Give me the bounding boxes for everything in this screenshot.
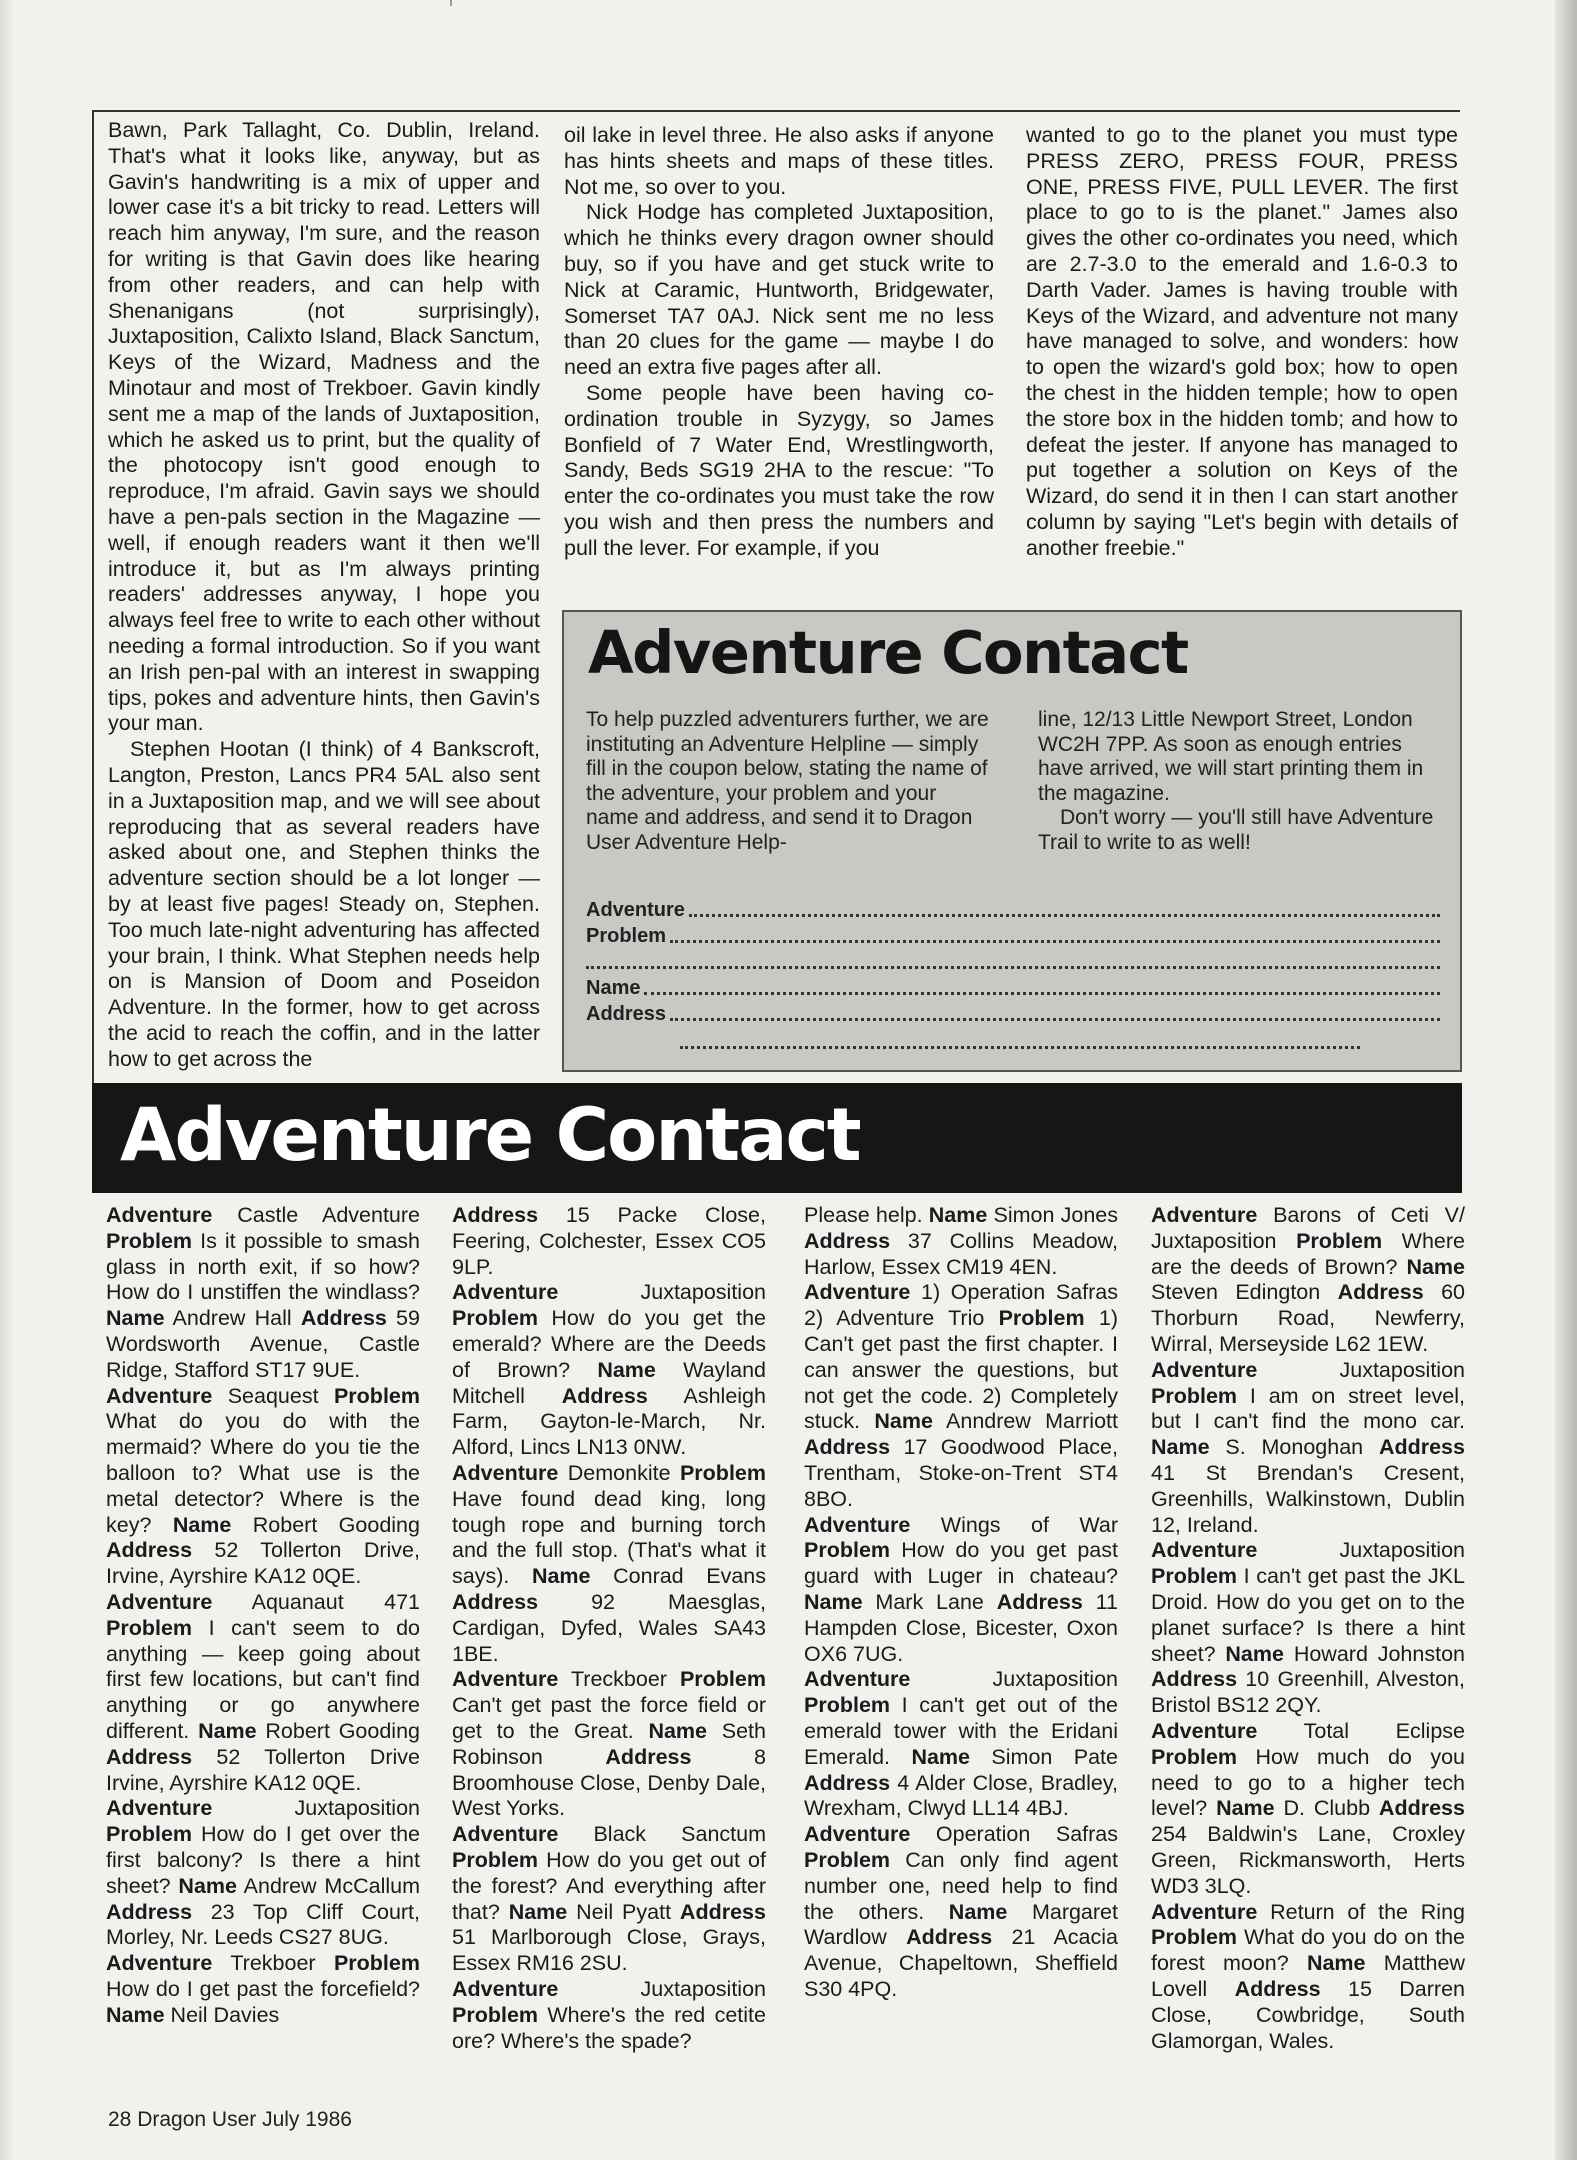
- entry-field-label: Name: [178, 1873, 237, 1898]
- entry-field-label: Address: [106, 1744, 193, 1769]
- entry-field-label: Address: [1234, 1976, 1321, 2001]
- entry-field-value: Juxtaposition: [1339, 1538, 1465, 1563]
- entry-field-value: Can only find agent number one, need help to find the others.: [804, 1847, 1118, 1924]
- entry-field-value: Is it possible to smash glass in north exit, if so how? How do I unstiffen the windlass?: [106, 1228, 420, 1305]
- contact-entry: [1151, 1900, 1465, 2055]
- entry-field-label: Adventure: [1151, 1538, 1258, 1563]
- entry-field-value: Juxtaposition: [640, 1280, 766, 1305]
- entry-field-label: Address: [106, 1538, 193, 1563]
- entry-field-value: 52 Tollerton Drive, Irvine, Ayrshire KA12 0QE.: [106, 1538, 420, 1589]
- entry-field-value: 10 Greenhill, Alveston, Bristol BS12 2QY.: [1151, 1667, 1465, 1718]
- entry-field-label: Problem: [333, 1951, 420, 1976]
- article-paragraph: wanted to go to the planet you must type PRESS ZERO, PRESS FOUR, PRESS ONE, PRESS FIVE, PULL LEVER. The first place to go to is the planet." James also gives the other co-ordinates you need, which are 2.7-3.0 to the emerald and 1.6-0.3 to Darth Vader. James is having trouble with Keys of the Wizard, and adventure not many have managed to solve, and wonders: how to open the wizard's gold box; how to open the chest in the hidden temple; how to open the store box in the hidden tomb; and how to defeat the jester. If anyone has managed to put together a solution on Keys of the Wizard, do send it in then I can start another column by saying "Let's begin with details of another freebie.": [1026, 123, 1458, 560]
- entry-field-label: Address: [300, 1306, 387, 1331]
- entry-field-label: Address: [1151, 1667, 1238, 1692]
- entry-field-value: S. Monoghan: [1225, 1435, 1364, 1460]
- entry-field-value: Can't get past the force field or get to the Great.: [452, 1693, 766, 1743]
- contact-column-3: [804, 1203, 1118, 2003]
- entry-field-value: 37 Collins Meadow, Harlow, Essex CM19 4EN.: [804, 1228, 1118, 1279]
- entry-field-label: Problem: [333, 1383, 420, 1408]
- entry-field-label: Problem: [1151, 1744, 1238, 1769]
- entry-field-value: Robert Gooding: [252, 1512, 420, 1537]
- entry-field-value: Please help.: [804, 1203, 923, 1227]
- entry-field-label: Name: [1306, 1951, 1366, 1976]
- coupon-paragraph: To help puzzled adventurers further, we are instituting an Adventure Helpline — simply fill in the coupon below, stating the name of the adventure, your problem and your name and address, and send it to Dragon User Adventure Help-: [586, 708, 989, 854]
- entry-field-value: Juxtaposition: [992, 1667, 1118, 1692]
- entry-field-value: How do you get out of the forest? And everything after that?: [452, 1847, 766, 1924]
- entry-field-value: What do you do with the mermaid? Where do you tie the balloon to? What use is the metal detector? Where is the key?: [106, 1409, 420, 1537]
- contact-entry: [1151, 1719, 1465, 1900]
- contact-entry: [1151, 1538, 1465, 1719]
- entry-field-label: Address: [452, 1589, 539, 1614]
- address-field[interactable]: [586, 1002, 1440, 1026]
- contact-entry: [452, 1280, 766, 1461]
- entry-field-value: 51 Marlborough Close, Grays, Essex RM16 2SU.: [452, 1925, 766, 1976]
- contact-entry: [804, 1513, 1118, 1668]
- entry-field-label: Address: [906, 1925, 993, 1950]
- entry-field-value: Castle Adventure: [237, 1203, 420, 1227]
- entry-field-value: 41 St Brendan's Cresent, Greenhills, Walkinstown, Dublin 12, Ireland.: [1151, 1460, 1465, 1537]
- entry-field-label: Name: [106, 1306, 165, 1331]
- page-edge-right: [1555, 0, 1577, 2160]
- entry-field-value: Wings of War: [940, 1512, 1118, 1537]
- entry-field-label: Name: [106, 2002, 165, 2027]
- entry-field-value: Robert Gooding: [265, 1718, 420, 1743]
- entry-field-label: Problem: [106, 1228, 193, 1253]
- entry-field-value: 59 Wordsworth Avenue, Castle Ridge, Stafford ST17 9UE.: [106, 1306, 420, 1382]
- entry-field-label: Problem: [1151, 1564, 1238, 1589]
- entry-field-label: Problem: [1151, 1925, 1238, 1950]
- entry-field-value: Have found dead king, long tough rope and burning torch and the full stop. (That's what it says).: [452, 1486, 766, 1589]
- name-field-label: Name: [586, 977, 641, 999]
- entry-field-label: Problem: [452, 2002, 539, 2027]
- entry-field-label: Name: [597, 1357, 656, 1382]
- entry-field-value: Andrew McCallum: [243, 1873, 420, 1898]
- entry-field-value: 52 Tollerton Drive Irvine, Ayrshire KA12 0QE.: [106, 1744, 420, 1795]
- contact-entry: [804, 1667, 1118, 1822]
- article-paragraph: Bawn, Park Tallaght, Co. Dublin, Ireland. That's what it looks like, anyway, but as Gavin's handwriting is a mix of upper and lower case it's a bit tricky to read. Letters will reach him anyway, I'm sure, and the reason for writing is that Gavin does like hearing from other readers, and can help with Shenanigans (not surprisingly), Juxtaposition, Calixto Island, Black Sanctum, Keys of the Wizard, Madness and the Minotaur and most of Trekboer. Gavin kindly sent me a map of the lands of Juxtaposition, which he asked us to print, but the quality of the photocopy isn't good enough to reproduce, I'm afraid. Gavin says we should have a pen-pals section in the Magazine — well, if enough readers want it then we'll introduce it, but as I'm always printing readers' addresses anyway, I hope you always feel free to write to each other without needing a formal introduction. So if you want an Irish pen-pal with an interest in swapping tips, pokes and adventure hints, then Gavin's your man.: [108, 118, 540, 736]
- entry-field-value: 23 Top Cliff Court, Morley, Nr. Leeds CS27 8UG.: [106, 1899, 421, 1950]
- entry-field-value: Steven Edington: [1151, 1280, 1321, 1305]
- entry-field-label: Address: [804, 1435, 891, 1460]
- problem-field-line[interactable]: [670, 939, 1440, 943]
- address-field-line[interactable]: [670, 1017, 1440, 1021]
- contact-entry: [106, 1590, 420, 1796]
- adventure-field-line[interactable]: [689, 913, 1440, 917]
- entry-field-value: Where's the red cetite ore? Where's the spade?: [452, 2002, 766, 2053]
- entry-field-value: I am on street level, but I can't find the mono car.: [1151, 1383, 1465, 1434]
- entry-field-value: Juxtaposition: [294, 1796, 420, 1821]
- entry-field-value: Barons of Ceti V/ Juxtaposition: [1151, 1203, 1465, 1253]
- contact-entry: [106, 1384, 420, 1590]
- contact-entry: [1151, 1358, 1465, 1539]
- entry-field-label: Address: [1337, 1280, 1424, 1305]
- entry-field-label: Adventure: [452, 1667, 559, 1692]
- coupon-paragraph: Don't worry — you'll still have Adventure Trail to write to as well!: [1038, 806, 1434, 854]
- entry-field-value: Seth Robinson: [452, 1718, 766, 1769]
- contact-entry: [452, 1977, 766, 2054]
- entry-field-label: Adventure: [1151, 1357, 1258, 1382]
- entry-field-label: Name: [911, 1744, 971, 1769]
- entry-field-label: Adventure: [452, 1280, 559, 1305]
- contact-entry: [452, 1667, 766, 1822]
- entry-field-value: Matthew Lovell: [1151, 1951, 1465, 2001]
- entry-field-value: Trekboer: [230, 1951, 316, 1976]
- entry-field-value: Ashleigh Farm, Gayton-le-March, Nr. Alford, Lincs LN13 0NW.: [452, 1383, 766, 1460]
- entry-field-label: Problem: [452, 1847, 539, 1872]
- entry-field-value: Seaquest: [227, 1383, 319, 1408]
- entry-field-label: Adventure: [804, 1280, 911, 1305]
- entry-field-value: 60 Thorburn Road, Newferry, Wirral, Merseyside L62 1EW.: [1151, 1280, 1465, 1356]
- entry-field-value: How do I get over the first balcony? Is there a hint sheet?: [106, 1822, 420, 1898]
- contact-column-4: [1151, 1203, 1465, 2054]
- entry-field-value: 254 Baldwin's Lane, Croxley Green, Rickmansworth, Herts WD3 3LQ.: [1151, 1822, 1465, 1898]
- address-field-label: Address: [586, 1003, 667, 1025]
- entry-field-label: Adventure: [804, 1667, 911, 1692]
- entry-field-value: Juxtaposition: [640, 1976, 766, 2001]
- entry-field-value: How much do you need to go to a higher tech level?: [1151, 1744, 1465, 1821]
- entry-field-value: Treckboer: [570, 1667, 667, 1692]
- entry-field-label: Address: [804, 1770, 891, 1795]
- entry-field-value: Margaret Wardlow: [804, 1899, 1118, 1950]
- entry-field-value: I can't get out of the emerald tower with the Eridani Emerald.: [804, 1693, 1118, 1769]
- entry-field-label: Name: [1151, 1435, 1210, 1460]
- article-column-2: [564, 123, 994, 562]
- contact-entry: [106, 1951, 420, 2028]
- entry-field-label: Name: [508, 1899, 568, 1924]
- problem-field-label: Problem: [586, 925, 667, 947]
- entry-field-label: Address: [561, 1383, 648, 1408]
- entry-field-label: Problem: [106, 1822, 193, 1847]
- entry-field-value: How do you get past guard with Luger in chateau?: [804, 1538, 1118, 1589]
- entry-field-value: Where are the deeds of Brown?: [1151, 1228, 1465, 1279]
- contact-entry: [452, 1461, 766, 1667]
- article-column-3: [1026, 123, 1458, 562]
- entry-field-label: Name: [172, 1512, 232, 1537]
- entry-field-value: Black Sanctum: [593, 1822, 766, 1847]
- entry-field-label: Problem: [804, 1847, 891, 1872]
- entry-field-value: Aquanaut 471: [251, 1589, 420, 1614]
- entry-field-label: Problem: [804, 1693, 891, 1718]
- adventure-field[interactable]: [586, 898, 1440, 922]
- entry-field-value: Simon Pate: [991, 1744, 1118, 1769]
- article-paragraph: oil lake in level three. He also asks if anyone has hints sheets and maps of these titles. Not me, so over to you.: [564, 123, 994, 199]
- entry-field-label: Address: [996, 1589, 1083, 1614]
- section-banner: [92, 1083, 1462, 1193]
- entry-field-label: Problem: [1296, 1228, 1383, 1253]
- entry-field-label: Problem: [998, 1306, 1085, 1331]
- entry-field-label: Adventure: [804, 1512, 911, 1537]
- entry-field-label: Problem: [106, 1615, 193, 1640]
- entry-field-label: Adventure: [106, 1796, 213, 1821]
- entry-field-label: Name: [1225, 1641, 1284, 1666]
- entry-field-value: Demonkite: [567, 1460, 671, 1485]
- contact-entry: [106, 1203, 420, 1384]
- entry-field-label: Name: [874, 1409, 933, 1434]
- entry-field-value: How do I get past the forcefield?: [106, 1976, 420, 2001]
- entry-field-label: Adventure: [1151, 1899, 1258, 1924]
- entry-field-label: Adventure: [452, 1460, 559, 1485]
- entry-field-label: Adventure: [452, 1976, 559, 2001]
- coupon-intro-left: [586, 708, 994, 855]
- coupon-title: Adventure Contact: [588, 618, 1188, 687]
- adventure-contact-coupon: [562, 610, 1462, 1072]
- adventure-field-label: Adventure: [586, 899, 685, 921]
- entry-field-value: Neil Pyatt: [576, 1899, 672, 1924]
- entry-field-value: Wayland Mitchell: [452, 1357, 766, 1408]
- entry-field-label: Adventure: [106, 1589, 213, 1614]
- problem-field-extra-line[interactable]: [586, 965, 1440, 969]
- entry-field-value: I can't get past the JKL Droid. How do you get on to the planet surface? Is there a hint sheet?: [1151, 1564, 1465, 1666]
- entry-field-label: Adventure: [804, 1822, 911, 1847]
- entry-field-label: Adventure: [106, 1383, 213, 1408]
- contact-column-2: [452, 1203, 766, 2054]
- entry-field-label: Name: [648, 1718, 707, 1743]
- entry-field-value: Neil Davies: [170, 2002, 280, 2027]
- entry-field-value: Andrew Hall: [172, 1306, 292, 1331]
- entry-field-label: Adventure: [106, 1951, 213, 1976]
- entry-field-value: Total Eclipse: [1303, 1718, 1465, 1743]
- entry-field-value: 17 Goodwood Place, Trentham, Stoke-on-Trent ST4 8BO.: [804, 1435, 1118, 1511]
- entry-field-value: 15 Darren Close, Cowbridge, South Glamorgan, Wales.: [1151, 1976, 1465, 2053]
- contact-entry: [1151, 1203, 1465, 1358]
- contact-entry: [804, 1280, 1118, 1512]
- contact-entry: [452, 1203, 766, 1280]
- entry-field-value: 4 Alder Close, Bradley, Wrexham, Clwyd LL14 4BJ.: [804, 1770, 1118, 1821]
- coupon-intro-right: [1038, 708, 1440, 855]
- entry-field-label: Address: [804, 1228, 891, 1253]
- contact-entry: [804, 1822, 1118, 2003]
- entry-field-value: Return of the Ring: [1270, 1899, 1465, 1924]
- entry-field-value: 21 Acacia Avenue, Chapeltown, Sheffield S30 4PQ.: [804, 1925, 1118, 2001]
- coupon-paragraph: line, 12/13 Little Newport Street, London WC2H 7PP. As soon as enough entries have arrived, we will start printing them in the magazine.: [1038, 708, 1424, 805]
- print-mark: [450, 0, 452, 6]
- entry-field-value: Conrad Evans: [613, 1564, 766, 1589]
- entry-field-label: Problem: [1151, 1383, 1238, 1408]
- page-footer: 28 Dragon User July 1986: [108, 2108, 352, 2131]
- entry-field-label: Name: [198, 1718, 257, 1743]
- contact-entry: [804, 1203, 1118, 1280]
- problem-field[interactable]: [586, 924, 1440, 948]
- entry-field-label: Name: [1216, 1796, 1275, 1821]
- name-field-line[interactable]: [644, 991, 1440, 995]
- contact-entry: [452, 1822, 766, 1977]
- entry-field-value: Operation Safras: [935, 1822, 1118, 1847]
- address-field-extra-line[interactable]: [680, 1045, 1360, 1049]
- entry-field-label: Name: [928, 1203, 988, 1227]
- entry-field-label: Problem: [452, 1306, 539, 1331]
- entry-field-value: 8 Broomhouse Close, Denby Dale, West Yorks.: [452, 1744, 766, 1821]
- entry-field-label: Adventure: [106, 1203, 213, 1227]
- entry-field-label: Adventure: [1151, 1718, 1258, 1743]
- entry-field-label: Name: [948, 1899, 1008, 1924]
- entry-field-label: Address: [1378, 1796, 1465, 1821]
- article-paragraph: Some people have been having co-ordination trouble in Syzygy, so James Bonfield of 7 Water End, Wrestlingworth, Sandy, Beds SG19 2HA to the rescue: "To enter the co-ordinates you must take the row you wish and then press the numbers and pull the lever. For example, if you: [564, 380, 994, 560]
- article-column-1: [108, 118, 540, 1072]
- entry-field-label: Address: [1378, 1435, 1465, 1460]
- entry-field-value: 15 Packe Close, Feering, Colchester, Essex CO5 9LP.: [452, 1203, 766, 1279]
- entry-field-value: Juxtaposition: [1339, 1357, 1465, 1382]
- entry-field-label: Problem: [679, 1460, 766, 1485]
- entry-field-value: How do you get the emerald? Where are the Deeds of Brown?: [452, 1306, 766, 1382]
- article-paragraph: Nick Hodge has completed Juxtaposition, which he thinks every dragon owner should buy, so if you have and get stuck write to Nick at Caramic, Huntworth, Bridgewater, Somerset TA7 0AJ. Nick sent me no less than 20 clues for the game — maybe I do need an extra five pages after all.: [564, 200, 994, 380]
- page-edge-left: [0, 0, 14, 2160]
- entry-field-label: Name: [804, 1589, 863, 1614]
- banner-title: Adventure Contact: [120, 1093, 860, 1178]
- entry-field-value: Mark Lane: [875, 1589, 984, 1614]
- entry-field-label: Adventure: [1151, 1203, 1258, 1227]
- entry-field-value: D. Clubb: [1283, 1796, 1371, 1821]
- entry-field-value: Anndrew Marriott: [946, 1409, 1118, 1434]
- entry-field-value: What do you do on the forest moon?: [1151, 1925, 1465, 1976]
- entry-field-label: Adventure: [452, 1822, 559, 1847]
- entry-field-value: Simon Jones: [993, 1203, 1118, 1227]
- contact-entry: [106, 1796, 420, 1951]
- contact-column-1: [106, 1203, 420, 2029]
- article-paragraph: Stephen Hootan (I think) of 4 Bankscroft, Langton, Preston, Lancs PR4 5AL also sent in a Juxtaposition map, and we will see about reproducing that as several readers have asked about one, and Stephen thinks the adventure section should be a lot longer — by at least five pages! Steady on, Stephen. Too much late-night adventuring has affected your brain, I think. What Stephen needs help on is Mansion of Doom and Poseidon Adventure. In the former, how to get across the acid to reach the coffin, and in the latter how to get across the: [108, 737, 540, 1071]
- entry-field-value: 92 Maesglas, Cardigan, Dyfed, Wales SA43 1BE.: [452, 1589, 766, 1666]
- entry-field-label: Problem: [679, 1667, 766, 1692]
- entry-field-value: I can't seem to do anything — keep going about first few locations, but can't find anything or go anywhere different.: [106, 1615, 421, 1743]
- entry-field-value: Howard Johnston: [1293, 1641, 1465, 1666]
- entry-field-value: 1) Operation Safras 2) Adventure Trio: [804, 1280, 1118, 1331]
- entry-field-label: Address: [605, 1744, 692, 1769]
- entry-field-label: Address: [106, 1899, 193, 1924]
- entry-field-value: 11 Hampden Close, Bicester, Oxon OX6 7UG.: [804, 1589, 1118, 1666]
- entry-field-label: Name: [1406, 1254, 1465, 1279]
- entry-field-label: Name: [531, 1564, 591, 1589]
- entry-field-label: Problem: [804, 1538, 891, 1563]
- entry-field-label: Address: [679, 1899, 766, 1924]
- entry-field-value: 1) Can't get past the first chapter. I can answer the questions, but not get the code. 2) Completely stuck.: [804, 1306, 1118, 1434]
- entry-field-label: Address: [452, 1203, 539, 1227]
- name-field[interactable]: [586, 976, 1440, 1000]
